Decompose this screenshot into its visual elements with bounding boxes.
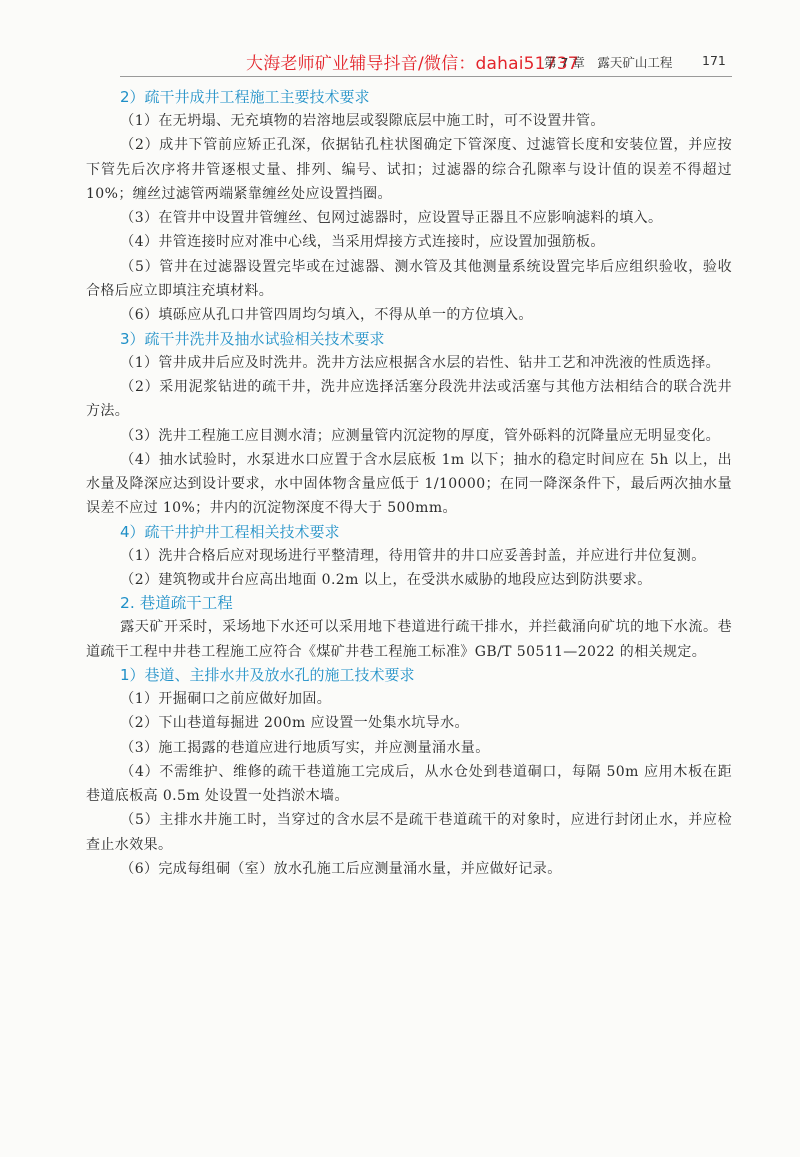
page-body bbox=[86, 86, 732, 881]
header-rule bbox=[120, 76, 732, 77]
paragraph: （1）管井成井后应及时洗井。洗井方法应根据含水层的岩性、钻井工艺和冲洗液的性质选择。 bbox=[120, 354, 721, 371]
paragraph: （5）主排水井施工时，当穿过的含水层不是疏干巷道疏干的对象时，应进行封闭止水，并应检查止水效果。 bbox=[86, 812, 732, 853]
paragraph: （2）采用泥浆钻进的疏干井，洗井应选择活塞分段洗井法或活塞与其他方法相结合的联合洗井方法。 bbox=[86, 378, 732, 420]
section-heading: 3）疏干井洗井及抽水试验相关技术要求 bbox=[120, 329, 385, 348]
paragraph: 露天矿开采时，采场地下水还可以采用地下巷道进行疏干排水，并拦截涌向矿坑的地下水流。巷道疏干工程中井巷工程施工应符合《煤矿井巷工程施工标准》GB/T 50511—2022 的相关规定。 bbox=[86, 619, 732, 660]
chapter-title: 第 7 章 露天矿山工程 bbox=[544, 55, 673, 70]
paragraph: （3）洗井工程施工应目测水清；应测量管内沉淀物的厚度，管外砾料的沉降量应无明显变化。 bbox=[120, 427, 721, 444]
paragraph: （4）不需维护、维修的疏干巷道施工完成后，从水仓处到巷道硐口，每隔 50m 应用木板在距巷道底板高 0.5m 处设置一处挡淤木墙。 bbox=[86, 763, 732, 805]
page-header bbox=[0, 48, 800, 74]
paragraph: （3）施工揭露的巷道应进行地质写实，并应测量涌水量。 bbox=[120, 739, 490, 756]
paragraph: （2）建筑物或井台应高出地面 0.2m 以上，在受洪水威胁的地段应达到防洪要求。 bbox=[120, 572, 652, 589]
paragraph: （4）抽水试验时，水泵进水口应置于含水层底板 1m 以下；抽水的稳定时间应在 5h 以上，出水量及降深应达到设计要求，水中固体物含量应低于 1/10000；在同一降深条件下，最后两次抽水量误差不应过 10%；井内的沉淀物深度不得大于 500mm。 bbox=[86, 451, 732, 517]
section-heading: 4）疏干井护井工程相关技术要求 bbox=[120, 522, 340, 541]
paragraph: （6）完成每组硐（室）放水孔施工后应测量涌水量，并应做好记录。 bbox=[120, 861, 562, 878]
section-heading: 1）巷道、主排水井及放水孔的施工技术要求 bbox=[120, 665, 415, 684]
paragraph: （1）在无坍塌、无充填物的岩溶地层或裂隙底层中施工时，可不设置井管。 bbox=[120, 113, 605, 129]
paragraph: （3）在管井中设置井管缠丝、包网过滤器时，应设置导正器且不应影响滤料的填入。 bbox=[120, 210, 663, 227]
paragraph: （2）成井下管前应矫正孔深，依据钻孔柱状图确定下管深度、过滤管长度和安装位置，并应按下管先后次序将井管逐根丈量、排列、编号、试扣；过滤器的综合孔隙率与设计值的误差不得超过 10%；缠丝过滤管两端紧靠缠丝处应设置挡圈。 bbox=[86, 137, 732, 202]
page-number: 171 bbox=[702, 53, 726, 68]
chapter-subheading: 2. 巷道疏干工程 bbox=[120, 594, 233, 613]
paragraph: （1）开掘硐口之前应做好加固。 bbox=[120, 690, 332, 707]
section-heading: 2）疏干井成井工程施工主要技术要求 bbox=[120, 88, 370, 106]
paragraph: （5）管井在过滤器设置完毕或在过滤器、测水管及其他测量系统设置完毕后应组织验收，验收合格后应立即填注充填材料。 bbox=[86, 258, 732, 300]
watermark-text: 大海老师矿业辅导抖音/微信：dahai51737 bbox=[246, 54, 579, 74]
paragraph: （1）洗井合格后应对现场进行平整清理，待用管井的井口应妥善封盖，并应进行井位复测。 bbox=[120, 547, 706, 564]
paragraph: （4）井管连接时应对准中心线，当采用焊接方式连接时，应设置加强筋板。 bbox=[120, 234, 605, 251]
paragraph: （2）下山巷道每掘进 200m 应设置一处集水坑导水。 bbox=[120, 715, 469, 732]
paragraph: （6）填砾应从孔口井管四周均匀填入，不得从单一的方位填入。 bbox=[120, 307, 533, 324]
